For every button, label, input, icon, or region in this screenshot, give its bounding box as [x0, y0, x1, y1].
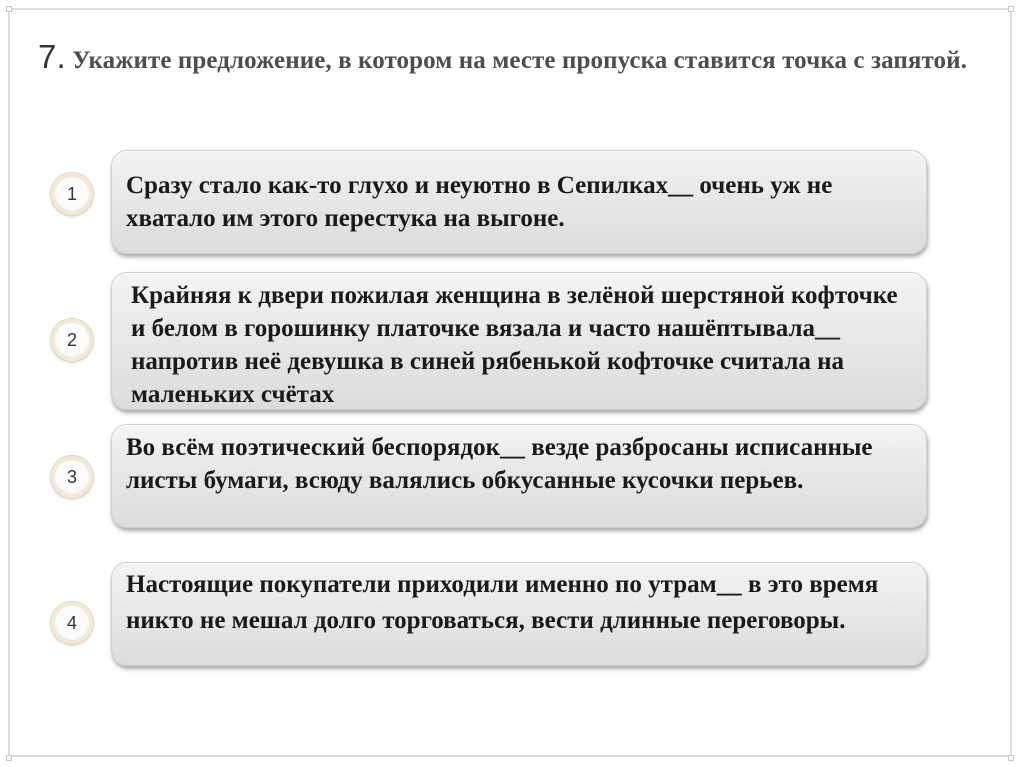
option-2-number-badge: 2: [51, 319, 93, 361]
option-3-number-badge: 3: [51, 456, 93, 498]
question-number: 7.: [38, 38, 66, 75]
frame-corner-top-left: [6, 6, 12, 12]
frame-corner-bottom-right: [1008, 755, 1014, 761]
frame-corner-bottom-left: [6, 755, 12, 761]
option-4-box[interactable]: [111, 562, 927, 666]
question-text: Укажите предложение, в котором на месте пропуска ставится точка с запятой.: [72, 47, 967, 74]
option-2-box[interactable]: [111, 272, 927, 410]
frame-corner-top-right: [1008, 6, 1014, 12]
option-1-text: Сразу стало как-то глухо и неуютно в Сепилках__ очень уж не хватало им этого перестука на выгоне.: [126, 172, 833, 232]
option-1-box[interactable]: [111, 150, 927, 254]
option-2-text: Крайняя к двери пожилая женщина в зелёной шерстяной кофточке и белом в горошинку платочке вязала и часто нашёптывала__ напротив неё девушка в синей рябенькой кофточке считала на маленьких счётах: [131, 282, 898, 408]
option-3-text: Во всём поэтический беспорядок__ везде разбросаны исписанные листы бумаги, всюду валялись обкусанные кусочки перьев.: [126, 434, 873, 494]
option-1-number-badge: 1: [51, 173, 93, 215]
option-3-box[interactable]: [111, 424, 927, 528]
option-4-text: Настоящие покупатели приходили именно по утрам__ в это время никто не мешал долго торговаться, вести длинные переговоры.: [126, 571, 879, 634]
option-4-number-badge: 4: [51, 602, 93, 644]
question-heading: [38, 40, 988, 78]
